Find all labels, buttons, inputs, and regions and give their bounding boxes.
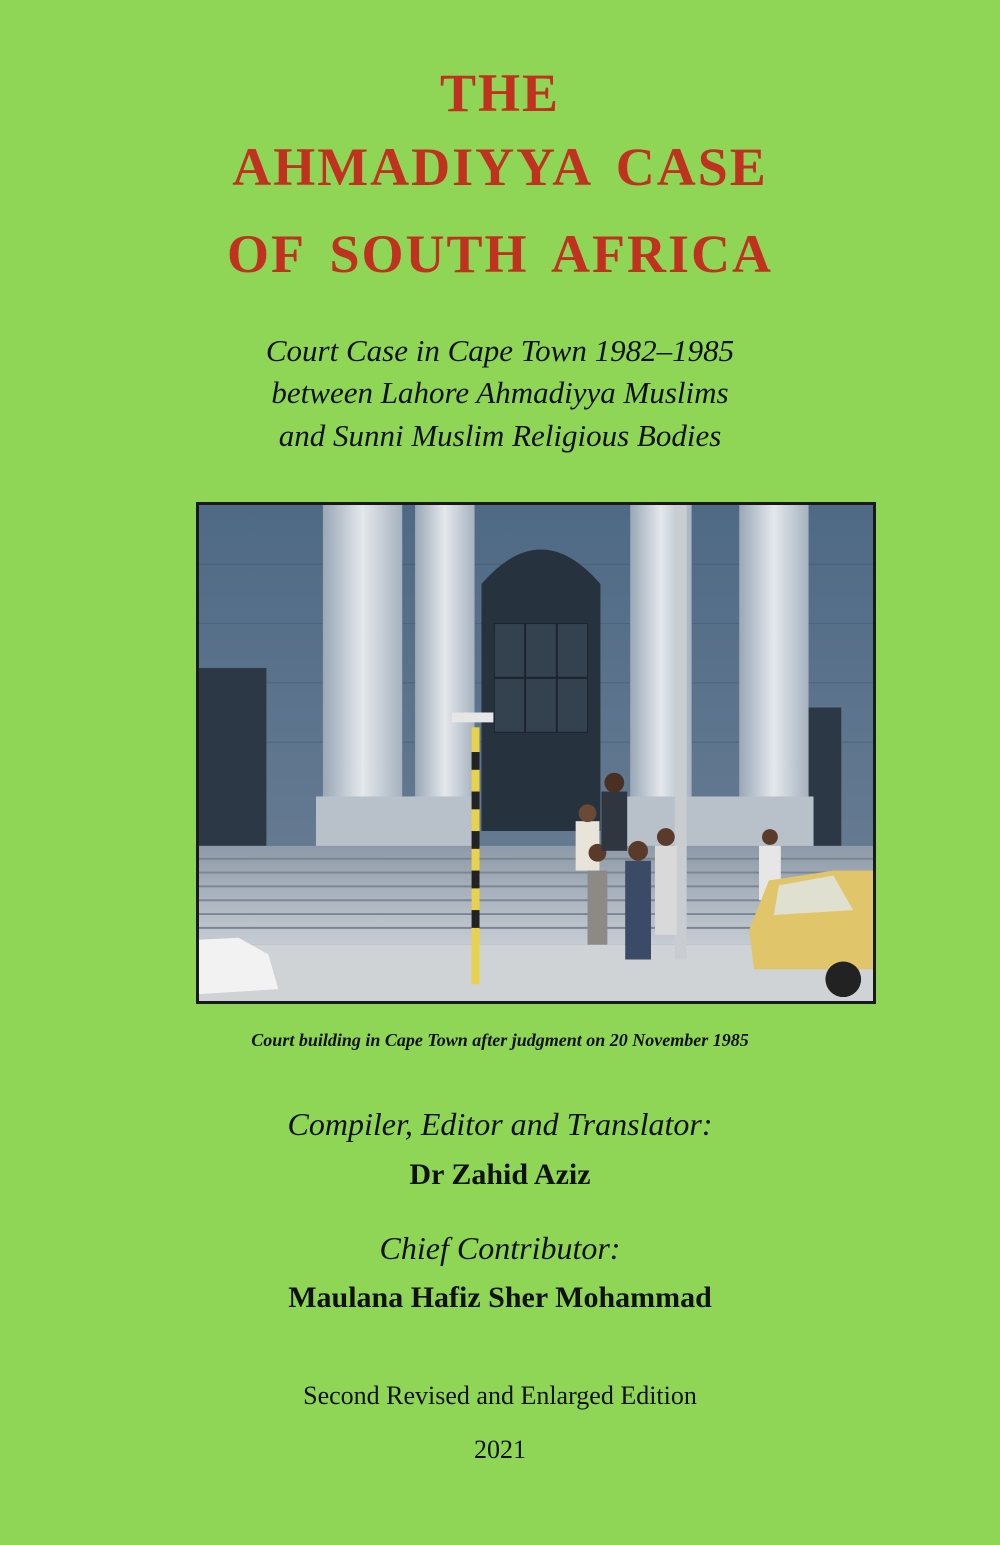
contributor-role: Chief Contributor:: [379, 1230, 621, 1266]
title-line-2: AHMADIYYA CASE: [232, 137, 768, 197]
compiler-role: Compiler, Editor and Translator:: [287, 1106, 713, 1142]
subtitle-line-1: Court Case in Cape Town 1982–1985: [265, 333, 735, 368]
photo-caption: Court building in Cape Town after judgment on 20 November 1985: [251, 1030, 749, 1050]
subtitle-line-2: between Lahore Ahmadiyya Muslims: [271, 375, 729, 410]
subtitle-line-3: and Sunni Muslim Religious Bodies: [278, 418, 722, 453]
court-building-illustration: [199, 505, 873, 1001]
title-line-3: OF SOUTH AFRICA: [226, 224, 774, 284]
contributor-name: Maulana Hafiz Sher Mohammad: [288, 1281, 712, 1314]
title-line-1: THE: [439, 63, 561, 123]
edition-label: Second Revised and Enlarged Edition: [303, 1381, 697, 1410]
court-building-photo: [196, 502, 876, 1004]
compiler-name: Dr Zahid Aziz: [409, 1158, 591, 1191]
edition-year: 2021: [474, 1435, 526, 1464]
